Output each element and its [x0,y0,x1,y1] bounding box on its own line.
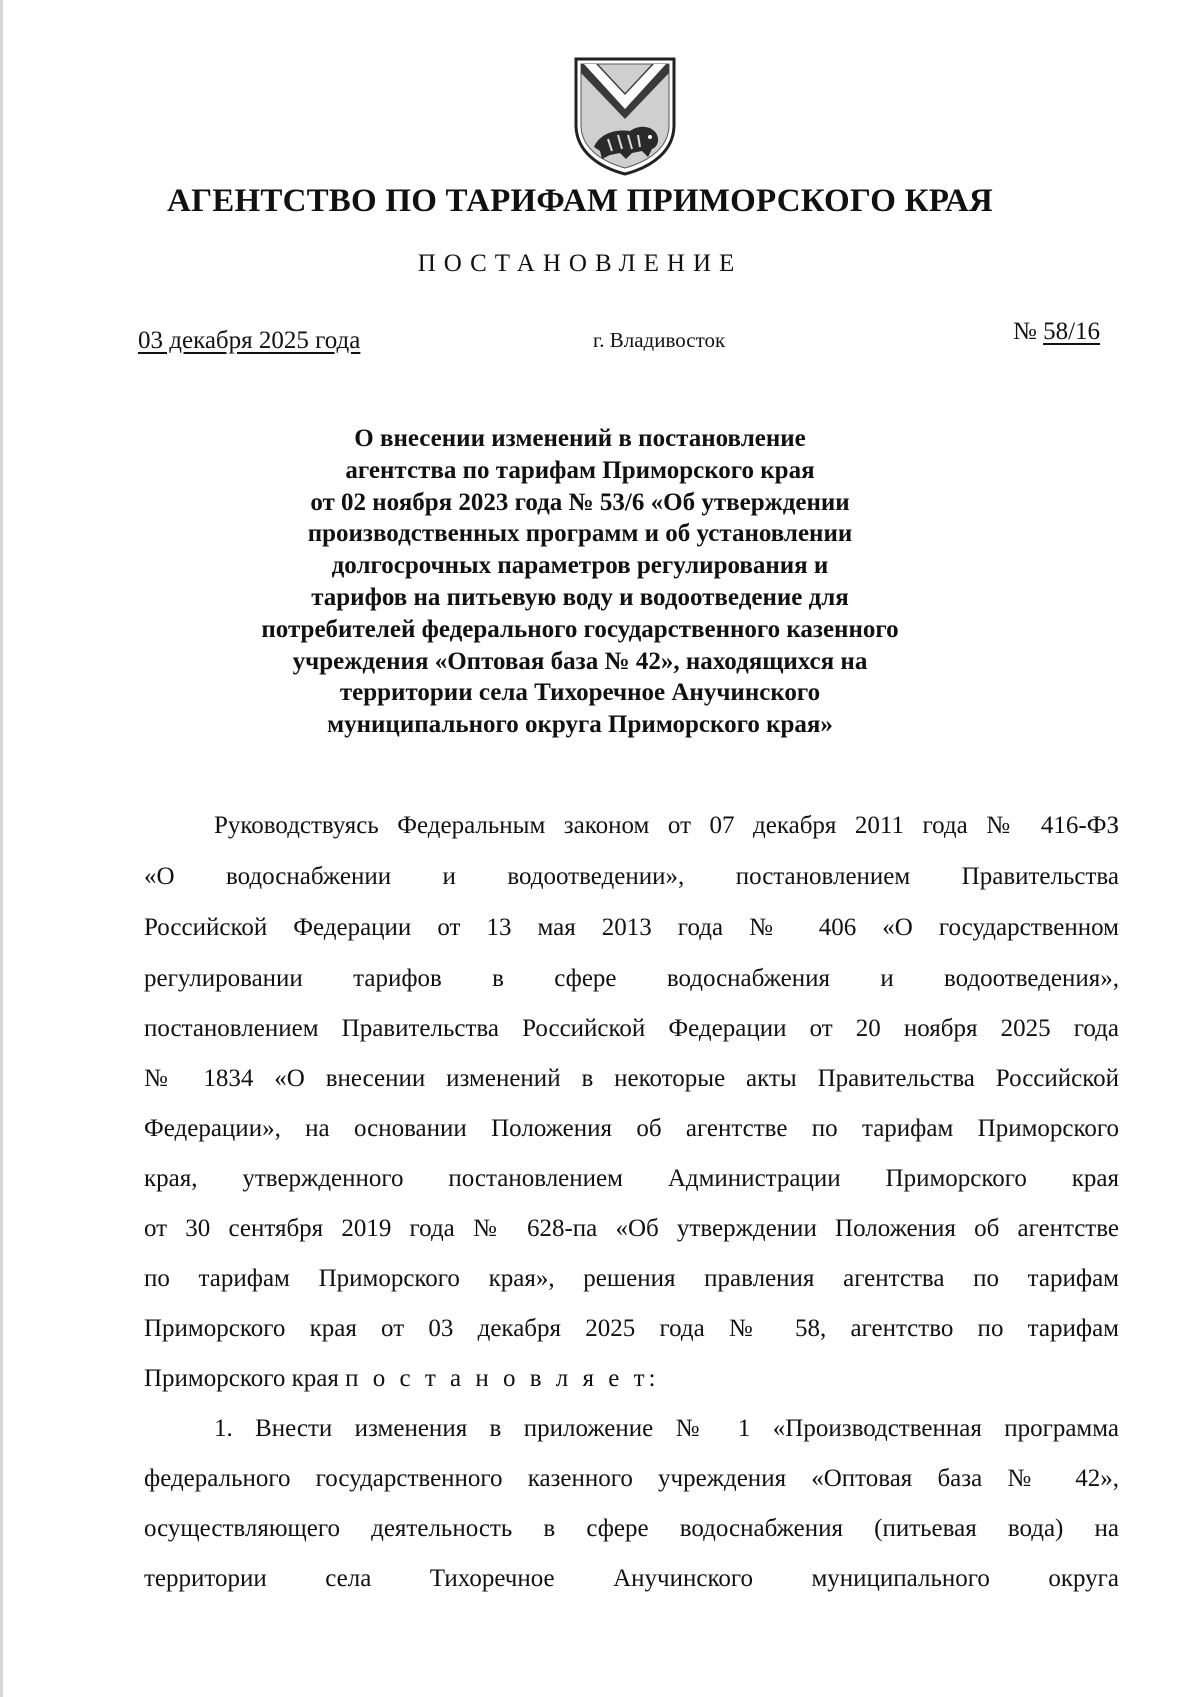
subject-line: долгосрочных параметров регулирования и [331,552,829,580]
subject-line: от 02 ноября 2023 года № 53/6 «Об утверждении [310,488,850,516]
body-line: регулировании тарифов в сфере водоснабжения и водоотведения», [144,965,1119,992]
body-line: постановлением Правительства Российской Федерации от 20 ноября 2025 года [144,1015,1119,1042]
subject-line: муниципального округа Приморского края» [327,711,833,739]
body-line [144,1362,1119,1396]
body-line: Руководствуясь Федеральным законом от 07 декабря 2011 года № 416-ФЗ [214,812,1119,839]
body-text: Приморского края [144,1365,339,1392]
body-line: № 1834 «О внесении изменений в некоторые акты Правительства Российской [144,1065,1119,1092]
subject-line: учреждения «Оптовая база № 42», находящихся на [292,647,868,675]
body-line: Российской Федерации от 13 мая 2013 года № 406 «О государственном [144,914,1119,941]
body-line: 1. Внести изменения в приложение № 1 «Производственная программа [214,1415,1119,1442]
body-line: Приморского края от 03 декабря 2025 года № 58, агентство по тарифам [144,1315,1119,1342]
subject-line: потребителей федерального государственного казенного [261,615,899,643]
primorsky-krai-coat-of-arms-icon [572,55,678,177]
body-line: Федерации», на основании Положения об агентстве по тарифам Приморского [144,1115,1119,1142]
agency-title: АГЕНТСТВО ПО ТАРИФАМ ПРИМОРСКОГО КРАЯ [167,183,993,219]
body-line: края, утвержденного постановлением Администрации Приморского края [144,1165,1119,1192]
decree-verb: п о с т а н о в л я е т: [345,1365,660,1392]
document-subject [210,423,950,741]
document-type-heading: ПОСТАНОВЛЕНИЕ [417,250,743,277]
document-number-value: 58/16 [1043,318,1101,345]
body-line: осуществляющего деятельность в сфере водоснабжения (питьевая вода) на [144,1515,1119,1542]
subject-line: производственных программ и об установлении [307,520,853,548]
body-line: по тарифам Приморского края», решения правления агентства по тарифам [144,1265,1119,1292]
document-number [1013,318,1100,346]
subject-line: агентства по тарифам Приморского края [345,456,815,484]
document-number-prefix: № [1013,318,1037,345]
document-city: г. Владивосток [593,328,726,352]
body-line: территории села Тихоречное Анучинского муниципального округа [144,1565,1119,1592]
subject-line: О внесении изменений в постановление [354,425,806,452]
subject-line: тарифов на питьевую воду и водоотведение для [311,583,849,611]
body-line: федерального государственного казенного учреждения «Оптовая база № 42», [144,1465,1119,1492]
subject-line: территории села Тихоречное Анучинского [339,679,821,707]
body-line: от 30 сентября 2019 года № 628-па «Об утверждении Положения об агентстве [144,1215,1119,1242]
body-line: «О водоснабжении и водоотведении», постановлением Правительства [144,863,1119,890]
document-date: 03 декабря 2025 года [138,327,361,354]
